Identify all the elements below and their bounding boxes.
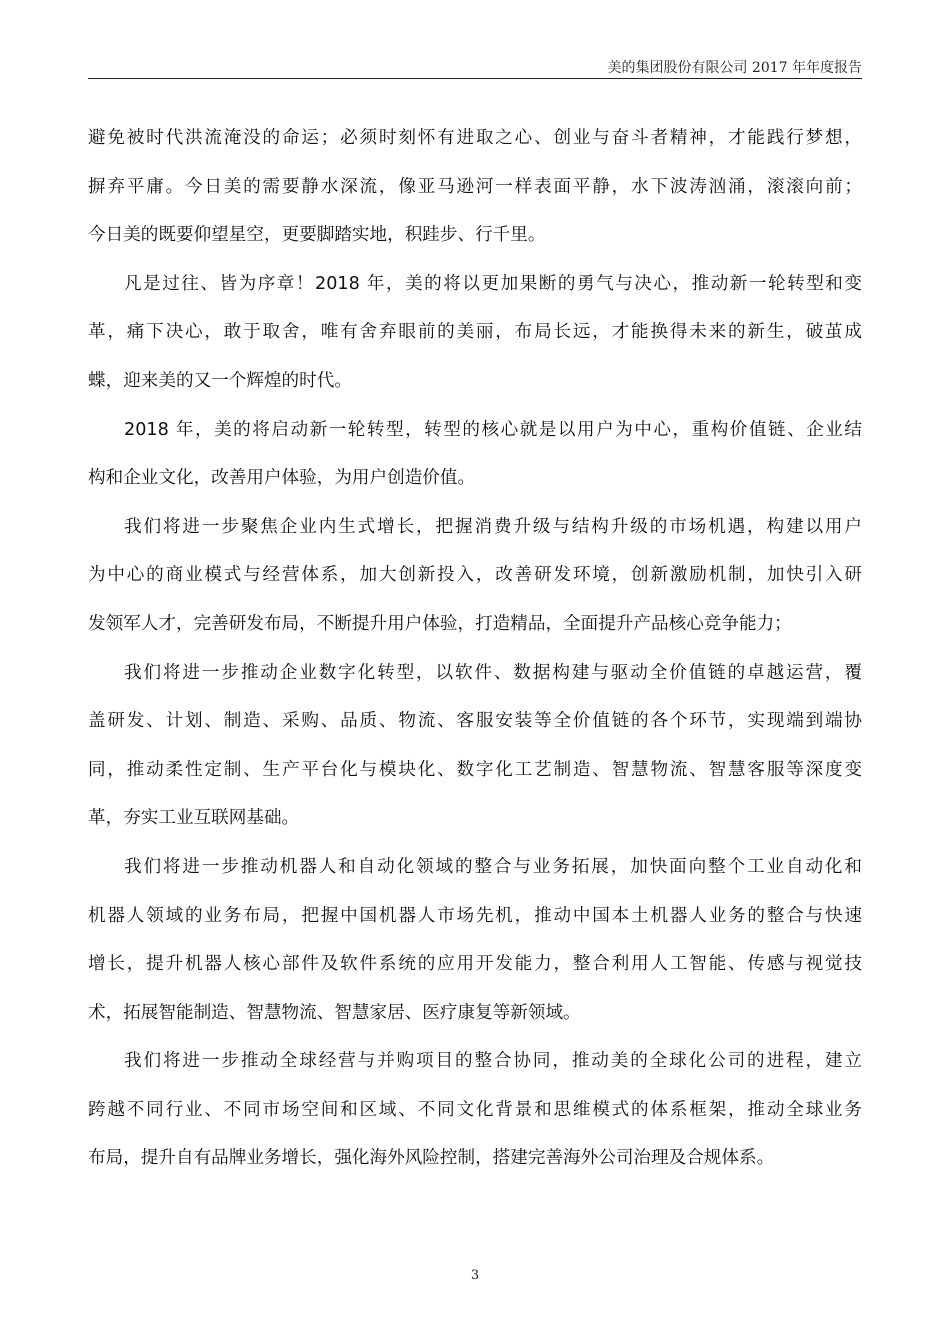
page-number: 3	[470, 1268, 480, 1283]
paragraph-line: 2018 年，美的将启动新一轮转型，转型的核心就是以用户为中心，重构价值链、企业结	[124, 419, 862, 440]
body-text	[88, 114, 862, 1183]
paragraph	[88, 406, 862, 503]
paragraph-line: 我们将进一步推动全球经营与并购项目的整合协同，推动美的全球化公司的进程，建立	[124, 1051, 862, 1072]
paragraph-line: 摒弃平庸。今日美的需要静水深流，像亚马逊河一样表面平静，水下波涛汹涌，滚滚向前；	[88, 176, 862, 197]
paragraph-line: 革，夯实工业互联网基础。	[88, 808, 300, 829]
paragraph	[88, 260, 862, 406]
paragraph	[88, 1037, 862, 1183]
paragraph-line: 术，拓展智能制造、智慧物流、智慧家居、医疗康复等新领域。	[88, 1002, 581, 1023]
paragraph-line: 我们将进一步推动机器人和自动化领域的整合与业务拓展，加快面向整个工业自动化和	[124, 856, 862, 877]
paragraph	[88, 843, 862, 1037]
paragraph	[88, 503, 862, 649]
paragraph-line: 我们将进一步推动企业数字化转型，以软件、数据构建与驱动全价值链的卓越运营，覆	[124, 662, 862, 683]
paragraph-line: 我们将进一步聚焦企业内生式增长，把握消费升级与结构升级的市场机遇，构建以用户	[124, 516, 862, 537]
paragraph	[88, 649, 862, 843]
paragraph-line: 增长，提升机器人核心部件及软件系统的应用开发能力，整合利用人工智能、传感与视觉技	[88, 954, 862, 975]
paragraph-line: 布局，提升自有品牌业务增长，强化海外风险控制，搭建完善海外公司治理及合规体系。	[88, 1148, 775, 1169]
paragraph-line: 为中心的商业模式与经营体系，加大创新投入，改善研发环境，创新激励机制，加快引入研	[88, 565, 862, 586]
paragraph-line: 发领军人才，完善研发布局，不断提升用户体验，打造精品，全面提升产品核心竞争能力；	[88, 613, 792, 634]
paragraph-line: 机器人领域的业务布局，把握中国机器人市场先机，推动中国本土机器人业务的整合与快速	[88, 905, 862, 926]
paragraph-line: 盖研发、计划、制造、采购、品质、物流、客服安装等全价值链的各个环节，实现端到端协	[88, 711, 862, 732]
paragraph-line: 凡是过往、皆为序章！2018 年，美的将以更加果断的勇气与决心，推动新一轮转型和变	[124, 273, 862, 294]
paragraph-line: 蝶，迎来美的又一个辉煌的时代。	[88, 370, 352, 391]
paragraph-line: 今日美的既要仰望星空，更要脚踏实地，积跬步、行千里。	[88, 225, 546, 246]
running-header: 美的集团股份有限公司 2017 年年度报告	[607, 60, 862, 76]
paragraph-line: 革，痛下决心，敢于取舍，唯有舍弃眼前的美丽，布局长远，才能换得未来的新生，破茧成	[88, 322, 862, 343]
paragraph-line: 跨越不同行业、不同市场空间和区域、不同文化背景和思维模式的体系框架，推动全球业务	[88, 1099, 862, 1120]
paragraph-line: 构和企业文化，改善用户体验，为用户创造价值。	[88, 468, 476, 489]
paragraph-line: 同，推动柔性定制、生产平台化与模块化、数字化工艺制造、智慧物流、智慧客服等深度变	[88, 759, 862, 780]
paragraph-line: 避免被时代洪流淹没的命运；必须时刻怀有进取之心、创业与奋斗者精神，才能践行梦想，	[88, 128, 862, 148]
paragraph	[88, 114, 862, 260]
header-divider	[88, 78, 862, 79]
